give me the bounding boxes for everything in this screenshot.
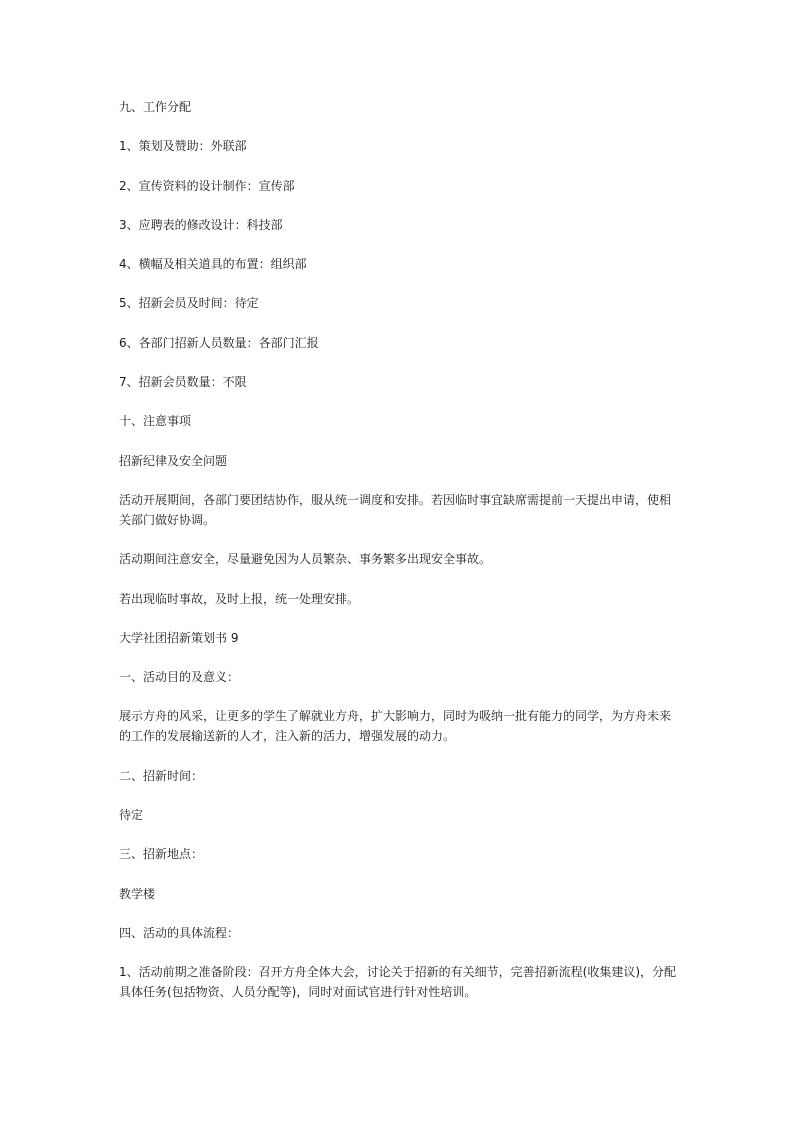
paragraph: 活动期间注意安全，尽量避免因为人员繁杂、事务繁多出现安全事故。 <box>119 552 492 567</box>
list-item: 4、横幅及相关道具的布置：组织部 <box>119 257 307 272</box>
paragraph: 教学楼 <box>119 886 156 901</box>
list-item: 5、招新会员及时间：待定 <box>119 296 259 311</box>
list-item: 1、活动前期之准备阶段：召开方舟全体大会，讨论关于招新的有关细节，完善招新流程(收集建议)，分配具体任务(包括物资、人员分配等)，同时对面试官进行针对性培训。 <box>119 965 677 1000</box>
section-heading-notes: 十、注意事项 <box>119 414 192 429</box>
section-heading-purpose: 一、活动目的及意义： <box>119 670 240 685</box>
list-item: 6、各部门招新人员数量：各部门汇报 <box>119 335 319 350</box>
paragraph: 若出现临时事故，及时上报，统一处理安排。 <box>119 591 360 606</box>
section-heading-work-assignment: 九、工作分配 <box>119 100 192 114</box>
list-item: 7、招新会员数量：不限 <box>119 375 247 390</box>
list-item: 2、宣传资料的设计制作：宣传部 <box>119 178 295 193</box>
paragraph: 待定 <box>119 808 144 823</box>
paragraph: 招新纪律及安全问题 <box>119 453 228 468</box>
section-heading-time: 二、招新时间： <box>119 768 204 783</box>
section-heading-location: 三、招新地点： <box>119 847 204 862</box>
document-title: 大学社团招新策划书 9 <box>119 630 239 645</box>
paragraph: 展示方舟的风采，让更多的学生了解就业方舟，扩大影响力，同时为吸纳一批有能力的同学，为方舟未来的工作的发展输送新的人才，注入新的活力，增强发展的动力。 <box>119 709 672 744</box>
section-heading-process: 四、活动的具体流程： <box>119 925 240 940</box>
list-item: 3、应聘表的修改设计：科技部 <box>119 217 283 232</box>
paragraph: 活动开展期间，各部门要团结协作，服从统一调度和安排。若因临时事宜缺席需提前一天提出申请，使相关部门做好协调。 <box>119 492 672 527</box>
document-body <box>119 97 679 1022</box>
list-item: 1、策划及赞助：外联部 <box>119 139 247 154</box>
